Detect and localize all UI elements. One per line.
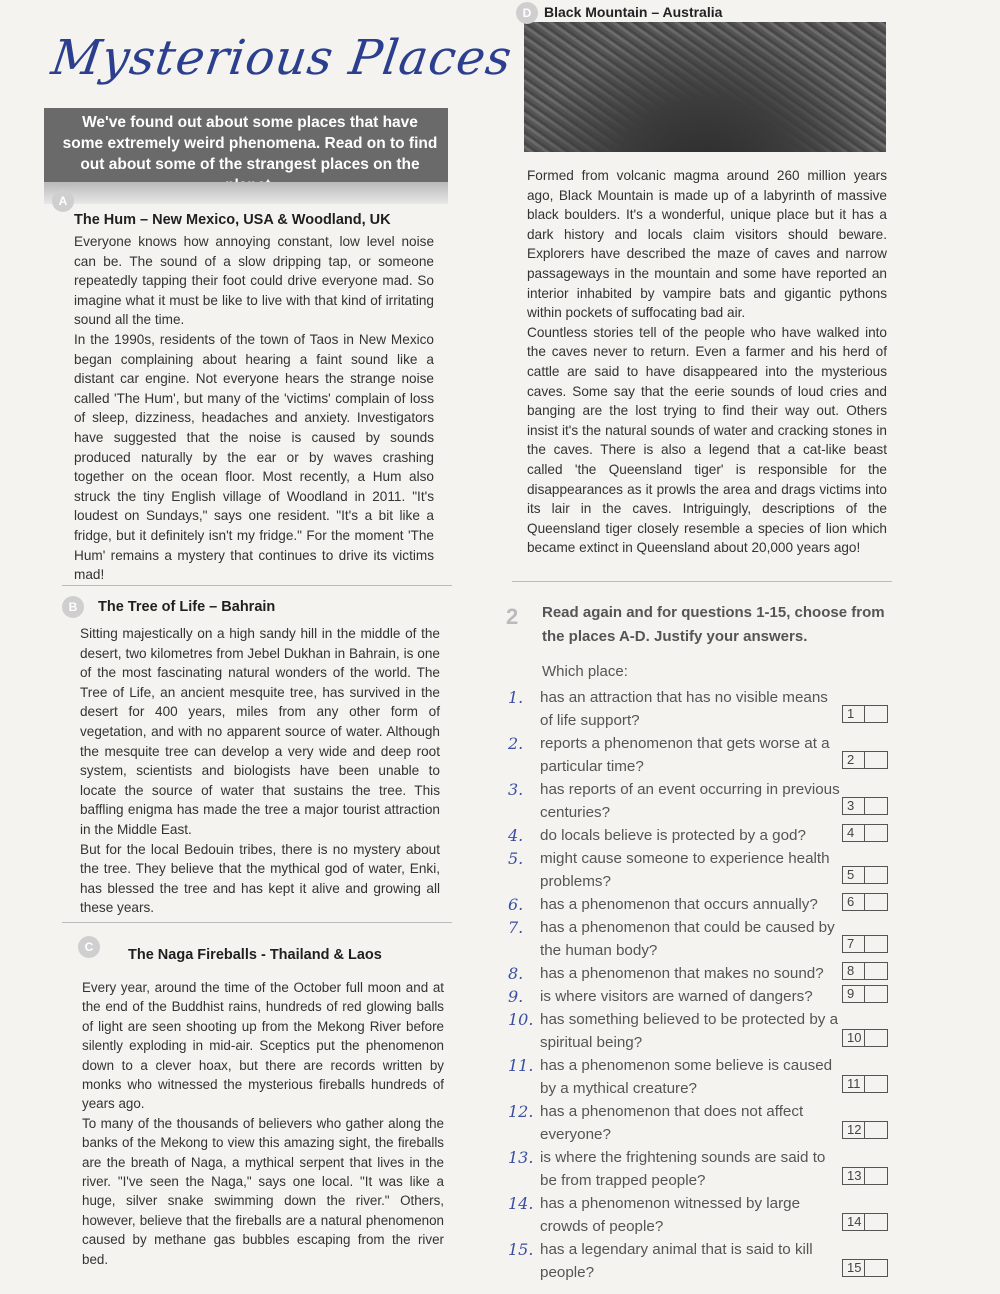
section-d-paragraph-2: Countless stories tell of the people who have walked into the caves never to return. Even a farmer and his herd of cattle are said to have disappeared into the mysterious caves. Some say that the eerie sounds of loud cries and banging are the lost trying to find their way out. Others insist it's the natural sounds of water and cracking stones in the caves. There is also a legend that a cat-like beast called 'the Queensland tiger' is responsible for the disappearances as it prowls the area and drags victims into its lair in the caves. Intriguingly, descriptions of the Queensland tiger closely resemble a species of lion which became extinct in Queensland about 20,000 years ago! <box>527 324 887 556</box>
section-a-body <box>74 232 434 585</box>
answer-box-number: 5 <box>847 867 865 883</box>
question-row <box>508 824 898 847</box>
answer-box[interactable] <box>842 962 888 980</box>
question-handwritten-number: 14. <box>508 1194 534 1213</box>
answer-box[interactable] <box>842 1121 888 1139</box>
divider <box>62 585 452 586</box>
answer-box-number: 1 <box>847 706 865 722</box>
question-handwritten-number: 4. <box>508 826 524 845</box>
answer-box[interactable] <box>842 893 888 911</box>
section-b-title: The Tree of Life – Bahrain <box>98 599 276 615</box>
section-b-paragraph-2: But for the local Bedouin tribes, there is no mystery about the tree. They believe that the mythical god of water, Enki, has blessed the tree and has kept it alive and growing all these years. <box>80 841 440 916</box>
question-text: has a legendary animal that is said to kill people? <box>540 1241 813 1281</box>
question-row <box>508 778 898 824</box>
answer-box-number: 3 <box>847 798 865 814</box>
question-handwritten-number: 2. <box>508 734 524 753</box>
section-b-body <box>80 624 440 918</box>
question-row <box>508 1146 898 1192</box>
question-row <box>508 1008 898 1054</box>
exercise-prompt: Which place: <box>542 663 628 680</box>
question-row <box>508 1192 898 1238</box>
question-row <box>508 686 898 732</box>
question-text: has a phenomenon that could be caused by the human body? <box>540 919 835 959</box>
question-row <box>508 847 898 893</box>
answer-box-number: 11 <box>847 1076 865 1092</box>
divider <box>62 922 452 923</box>
answer-box-number: 10 <box>847 1030 865 1046</box>
answer-box[interactable] <box>842 1029 888 1047</box>
section-d-title: Black Mountain – Australia <box>544 4 723 20</box>
question-row <box>508 893 898 916</box>
answer-box[interactable] <box>842 1075 888 1093</box>
answer-box[interactable] <box>842 935 888 953</box>
intro-shade <box>44 182 448 204</box>
question-handwritten-number: 3. <box>508 780 524 799</box>
question-text: has a phenomenon witnessed by large crowds of people? <box>540 1195 801 1235</box>
answer-box[interactable] <box>842 1167 888 1185</box>
section-d-paragraph-1: Formed from volcanic magma around 260 million years ago, Black Mountain is made up of a labyrinth of massive black boulders. It's a wonderful, unique place but it has a dark history and locals claim visitors should beware. Explorers have described the maze of caves and narrow passageways in the mountain and some have reported an interior inhabited by vampire bats and gigantic pythons within pockets of suffocating bad air. <box>527 168 887 321</box>
section-c-title: The Naga Fireballs - Thailand & Laos <box>128 947 382 963</box>
answer-box[interactable] <box>842 705 888 723</box>
question-row <box>508 916 898 962</box>
section-b-badge: B <box>62 596 84 618</box>
answer-box[interactable] <box>842 985 888 1003</box>
divider <box>512 581 892 582</box>
answer-box-number: 8 <box>847 963 865 979</box>
question-handwritten-number: 7. <box>508 918 524 937</box>
question-text: has a phenomenon that does not affect everyone? <box>540 1103 804 1143</box>
question-text: has reports of an event occurring in previous centuries? <box>540 781 840 821</box>
question-handwritten-number: 8. <box>508 964 524 983</box>
exercise-instruction: Read again and for questions 1-15, choose from the places A-D. Justify your answers. <box>542 604 885 645</box>
question-row <box>508 1054 898 1100</box>
section-b-paragraph-1: Sitting majestically on a high sandy hill in the middle of the desert, two kilometres from Jebel Dukhan in Bahrain, is one of the most fascinating natural wonders of the world. The Tree of Life, an ancient mesquite tree, has survived in the desert for 400 years, miles from any other form of vegetation, and with no apparent source of water. Although the mesquite tree can develop a very wide and deep root system, scientists and biologists have been unable to locate the source of water that sustains the tree. This baffling enigma has made the tree a major tourist attraction in the Middle East. <box>80 626 440 837</box>
answer-box-number: 2 <box>847 752 865 768</box>
question-text: reports a phenomenon that gets worse at a particular time? <box>540 735 830 775</box>
answer-box-number: 13 <box>847 1168 865 1184</box>
question-text: has a phenomenon that makes no sound? <box>540 965 824 982</box>
section-d-badge: D <box>516 2 538 24</box>
question-handwritten-number: 1. <box>508 688 524 707</box>
answer-box-number: 6 <box>847 894 865 910</box>
question-handwritten-number: 10. <box>508 1010 534 1029</box>
page-title: Mysterious Places <box>48 30 516 86</box>
answer-box[interactable] <box>842 1213 888 1231</box>
answer-box[interactable] <box>842 1259 888 1277</box>
question-text: do locals believe is protected by a god? <box>540 827 806 844</box>
question-text: is where visitors are warned of dangers? <box>540 988 813 1005</box>
question-text: has a phenomenon some believe is caused by a mythical creature? <box>540 1057 833 1097</box>
question-row <box>508 1100 898 1146</box>
question-handwritten-number: 9. <box>508 987 524 1006</box>
answer-box[interactable] <box>842 866 888 884</box>
answer-box-number: 4 <box>847 825 865 841</box>
answer-box-number: 9 <box>847 986 865 1002</box>
question-text: has an attraction that has no visible means of life support? <box>540 689 828 729</box>
answer-box-number: 15 <box>847 1260 865 1276</box>
section-d-body <box>527 166 887 558</box>
question-handwritten-number: 11. <box>508 1056 534 1075</box>
section-a-paragraph-2: In the 1990s, residents of the town of Taos in New Mexico began complaining about hearing a faint sound like a distant car engine. Not everyone hears the strange noise called 'The Hum', but many of the 'victims' complain of loss of sleep, dizziness, headaches and anxiety. Investigators have suggested that the noise is caused by sounds produced naturally by the ear or by waves crashing together on the ocean floor. Most recently, a Hum also struck the tiny English village of Woodland in 2011. "It's loudest on Sundays," says one resident. "It's a bit like a fridge, but it definitely isn't my fridge." For the moment 'The Hum' remains a mystery that continues to drive its victims mad! <box>74 331 434 583</box>
question-text: has a phenomenon that occurs annually? <box>540 896 818 913</box>
answer-box[interactable] <box>842 824 888 842</box>
exercise-number: 2 <box>506 604 519 629</box>
question-text: has something believed to be protected by a spiritual being? <box>540 1011 839 1051</box>
section-a-badge: A <box>52 190 74 212</box>
section-a-paragraph-1: Everyone knows how annoying constant, low level noise can be. The sound of a slow dripping tap, or someone repeatedly tapping their foot could drive everyone mad. So imagine what it must be like to live with that kind of irritating sound all the time. <box>74 234 434 328</box>
answer-box-number: 7 <box>847 936 865 952</box>
section-c-badge: C <box>78 936 100 958</box>
question-text: might cause someone to experience health problems? <box>540 850 830 890</box>
black-mountain-photo <box>524 22 886 152</box>
section-c-paragraph-2: To many of the thousands of believers who gather along the banks of the Mekong to view this amazing sight, the fireballs are the breath of Naga, a mythical serpent that lives in the river. "I've seen the Naga," says one local. "It was like a huge, silver snake swimming down the river." Others, however, believe that the fireballs are a natural phenomenon caused by methane gas bubbles escaping from the river bed. <box>82 1115 444 1267</box>
question-handwritten-number: 12. <box>508 1102 534 1121</box>
question-handwritten-number: 15. <box>508 1240 534 1259</box>
answer-box-number: 14 <box>847 1214 865 1230</box>
question-row <box>508 985 898 1008</box>
intro-banner: We've found out about some places that have some extremely weird phenomena. Read on to find out about some of the strangest places on the <box>44 108 448 182</box>
question-handwritten-number: 13. <box>508 1148 534 1167</box>
question-text: is where the frightening sounds are said to be from trapped people? <box>540 1149 826 1189</box>
section-c-body <box>82 978 444 1269</box>
section-a-title: The Hum – New Mexico, USA & Woodland, UK <box>74 212 391 228</box>
answer-box[interactable] <box>842 751 888 769</box>
question-handwritten-number: 6. <box>508 895 524 914</box>
answer-box[interactable] <box>842 797 888 815</box>
section-c-paragraph-1: Every year, around the time of the October full moon and at the end of the Buddhist rains, hundreds of red glowing balls of light are seen shooting up from the Mekong River before silently exploding in mid-air. Sceptics put the phenomenon down to a clever hoax, but there are records written by monks who witnessed the mysterious fireballs hundreds of years ago. <box>82 980 444 1112</box>
question-row <box>508 962 898 985</box>
answer-box-number: 12 <box>847 1122 865 1138</box>
question-row <box>508 732 898 778</box>
question-handwritten-number: 5. <box>508 849 524 868</box>
question-row <box>508 1238 898 1284</box>
